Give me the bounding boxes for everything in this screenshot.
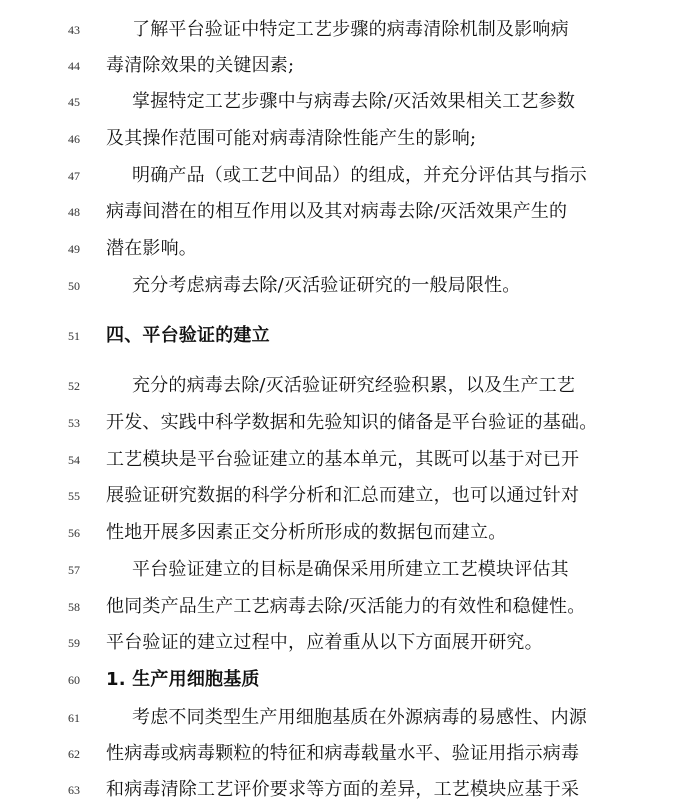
line-number: 47 <box>68 169 80 183</box>
line-number: 51 <box>68 329 80 343</box>
line-number: 46 <box>68 132 80 146</box>
line-text: 充分的病毒去除/灭活验证研究经验积累，以及生产工艺 <box>132 375 576 396</box>
line-number: 48 <box>68 205 80 219</box>
text-line <box>0 84 700 120</box>
line-text: 平台验证建立的目标是确保采用所建立工艺模块评估其 <box>132 559 569 580</box>
text-line <box>0 231 700 267</box>
line-number: 60 <box>68 673 80 687</box>
line-text: 明确产品（或工艺中间品）的组成，并充分评估其与指示 <box>132 165 587 186</box>
line-number: 58 <box>68 600 80 614</box>
section-heading: 四、平台验证的建立 <box>106 325 270 346</box>
text-line <box>0 194 700 230</box>
text-line <box>0 552 700 588</box>
text-line <box>0 158 700 194</box>
text-line <box>0 736 700 772</box>
text-line <box>0 589 700 625</box>
line-number: 55 <box>68 489 80 503</box>
text-line <box>0 772 700 808</box>
text-line <box>0 368 700 404</box>
line-text: 和病毒清除工艺评价要求等方面的差异，工艺模块应基于采 <box>106 779 580 800</box>
subsection-heading-line <box>0 662 700 698</box>
line-text: 及其操作范围可能对病毒清除性能产生的影响; <box>106 128 477 149</box>
line-number: 61 <box>68 711 80 725</box>
line-text: 考虑不同类型生产用细胞基质在外源病毒的易感性、内源 <box>132 707 587 728</box>
line-number: 49 <box>68 242 80 256</box>
line-number: 63 <box>68 783 80 797</box>
line-text: 掌握特定工艺步骤中与病毒去除/灭活效果相关工艺参数 <box>132 91 576 112</box>
line-number: 44 <box>68 59 80 73</box>
line-text: 工艺模块是平台验证建立的基本单元，其既可以基于对已开 <box>106 449 580 470</box>
text-line <box>0 700 700 736</box>
line-text: 充分考虑病毒去除/灭活验证研究的一般局限性。 <box>132 275 521 296</box>
line-text: 性病毒或病毒颗粒的特征和病毒载量水平、验证用指示病毒 <box>106 743 580 764</box>
line-text: 潜在影响。 <box>106 238 197 259</box>
text-line <box>0 442 700 478</box>
line-number: 50 <box>68 279 80 293</box>
text-line <box>0 121 700 157</box>
line-text: 他同类产品生产工艺病毒去除/灭活能力的有效性和稳健性。 <box>106 596 586 617</box>
line-number: 52 <box>68 379 80 393</box>
text-line <box>0 405 700 441</box>
text-line <box>0 478 700 514</box>
section-heading-line <box>0 318 700 354</box>
line-number: 59 <box>68 636 80 650</box>
subsection-heading: 1. 生产用细胞基质 <box>106 669 260 690</box>
text-line <box>0 515 700 551</box>
text-line <box>0 12 700 48</box>
line-text: 了解平台验证中特定工艺步骤的病毒清除机制及影响病 <box>132 19 569 40</box>
line-text: 开发、实践中科学数据和先验知识的储备是平台验证的基础。 <box>106 412 598 433</box>
line-text: 毒清除效果的关键因素; <box>106 55 295 76</box>
line-number: 56 <box>68 526 80 540</box>
line-text: 展验证研究数据的科学分析和汇总而建立，也可以通过针对 <box>106 485 580 506</box>
line-text: 病毒间潜在的相互作用以及其对病毒去除/灭活效果产生的 <box>106 201 568 222</box>
line-number: 54 <box>68 453 80 467</box>
text-line <box>0 268 700 304</box>
text-line <box>0 625 700 661</box>
line-number: 43 <box>68 23 80 37</box>
line-number: 62 <box>68 747 80 761</box>
line-number: 45 <box>68 95 80 109</box>
line-text: 性地开展多因素正交分析所形成的数据包而建立。 <box>106 522 507 543</box>
line-number: 57 <box>68 563 80 577</box>
line-number: 53 <box>68 416 80 430</box>
line-text: 平台验证的建立过程中，应着重从以下方面展开研究。 <box>106 632 543 653</box>
text-line <box>0 48 700 84</box>
